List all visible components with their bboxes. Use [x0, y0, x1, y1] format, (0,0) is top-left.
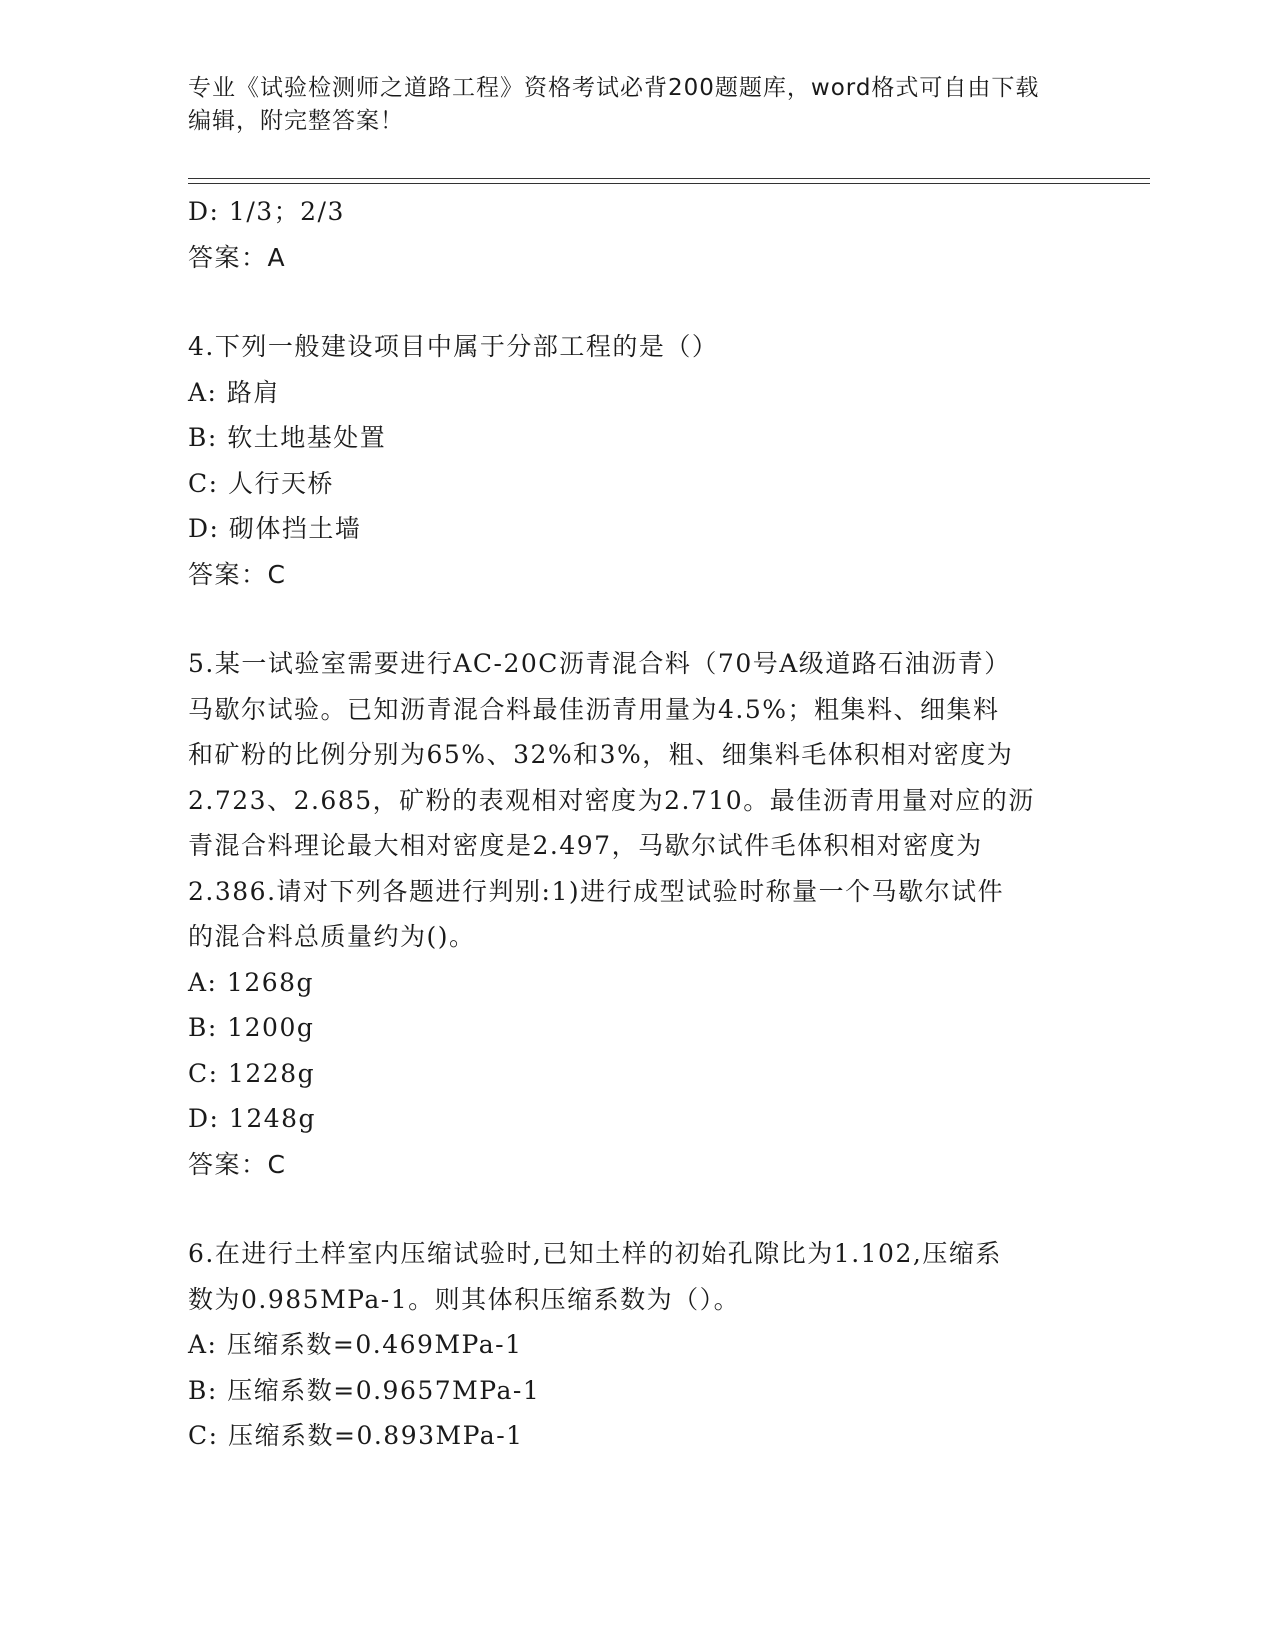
q5-stem	[188, 641, 1088, 960]
q6-stem-line: 数为0.985MPa-1。则其体积压缩系数为（）。	[188, 1284, 741, 1314]
q4-option-d: D: 砌体挡土墙	[188, 514, 362, 543]
q6-option-a: A: 压缩系数=0.469MPa-1	[188, 1330, 523, 1359]
q5-option-a: A: 1268g	[188, 967, 315, 997]
q4-answer: 答案：C	[188, 559, 287, 589]
header-title-line-1: 专业《试验检测师之道路工程》资格考试必背200题题库，word格式可自由下载	[188, 75, 1040, 101]
q5-stem-line: 5.某一试验室需要进行AC-20C沥青混合料（70号A级道路石油沥青）	[188, 649, 1011, 678]
q5-option-d: D: 1248g	[188, 1104, 317, 1133]
spacer	[188, 280, 1088, 324]
q5-option-c: C: 1228g	[188, 1058, 316, 1088]
header-divider-top	[188, 178, 1150, 179]
q4-stem: 4.下列一般建设项目中属于分部工程的是（）	[188, 332, 719, 361]
q4-option-c: C: 人行天桥	[188, 468, 334, 498]
q5-option-b: B: 1200g	[188, 1013, 315, 1042]
question-list	[188, 189, 1088, 1459]
q6-stem	[188, 1231, 1088, 1322]
prev-option-d: D: 1/3；2/3	[188, 197, 345, 226]
q5-stem-line: 的混合料总质量约为()。	[188, 922, 476, 951]
q5-stem-line: 2.723、2.685，矿粉的表观相对密度为2.710。最佳沥青用量对应的沥	[188, 785, 1035, 815]
header-title-line-2: 编辑，附完整答案！	[188, 108, 404, 134]
q5-stem-line: 青混合料理论最大相对密度是2.497，马歇尔试件毛体积相对密度为	[188, 831, 983, 860]
spacer	[188, 1187, 1088, 1231]
prev-answer: 答案：A	[188, 242, 287, 272]
q6-option-b: B: 压缩系数=0.9657MPa-1	[188, 1375, 541, 1405]
q5-stem-line: 马歇尔试验。已知沥青混合料最佳沥青用量为4.5%；粗集料、细集料	[188, 694, 1000, 724]
q5-answer: 答案：C	[188, 1149, 287, 1179]
q4-option-a: A: 路肩	[188, 377, 280, 407]
q5-stem-line: 2.386.请对下列各题进行判别:1)进行成型试验时称量一个马歇尔试件	[188, 876, 1005, 906]
q5-stem-line: 和矿粉的比例分别为65%、32%和3%，粗、细集料毛体积相对密度为	[188, 740, 1014, 769]
document-header	[188, 72, 1088, 138]
q4-option-b: B: 软土地基处置	[188, 423, 387, 452]
header-divider-bottom	[188, 183, 1150, 184]
q6-stem-line: 6.在进行土样室内压缩试验时,已知土样的初始孔隙比为1.102,压缩系	[188, 1239, 1002, 1268]
spacer	[188, 597, 1088, 641]
q6-option-c: C: 压缩系数=0.893MPa-1	[188, 1421, 524, 1450]
